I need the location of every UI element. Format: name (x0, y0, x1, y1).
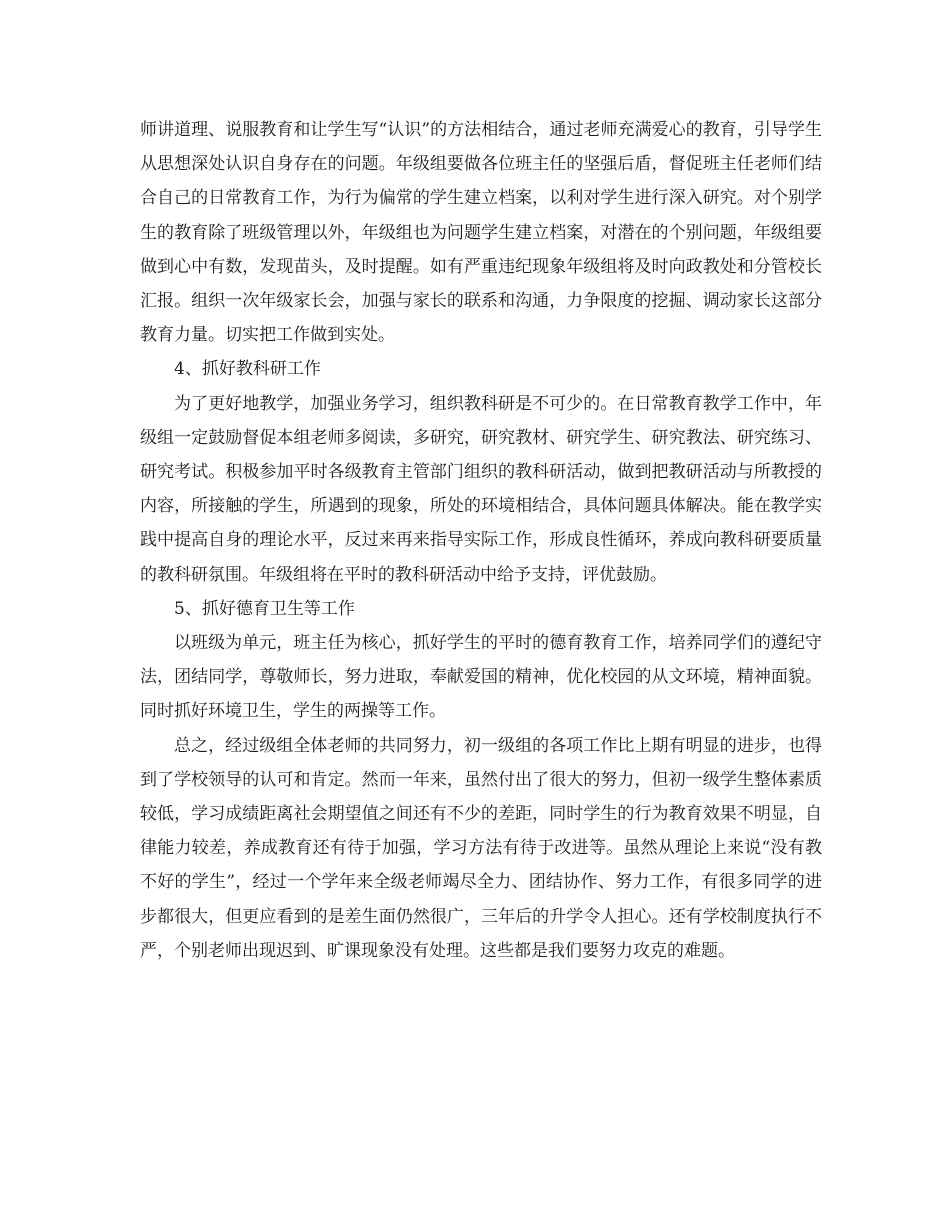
paragraph-summary: 总之，经过级组全体老师的共同努力，初一级组的各项工作比上期有明显的进步，也得到了学校领导的认可和肯定。然而一年来，虽然付出了很大的努力，但初一级学生整体素质较低，学习成绩距离社会期望值之间还有不少的差距，同时学生的行为教育效果不明显，自律能力较差，养成教育还有待于加强，学习方法有待于改进等。虽然从理论上来说“没有教不好的学生”，经过一个学年来全级老师竭尽全力、团结协作、努力工作，有很多同学的进步都很大，但更应看到的是差生面仍然很广，三年后的升学令人担心。还有学校制度执行不严，个别老师出现迟到、旷课现象没有处理。这些都是我们要努力攻克的难题。 (140, 735, 822, 961)
paragraph-research: 为了更好地教学，加强业务学习，组织教科研是不可少的。在日常教育教学工作中，年级组一定鼓励督促本组老师多阅读，多研究，研究教材、研究学生、研究教法、研究练习、研究考试。积极参加平时各级教育主管部门组织的教科研活动，做到把教研活动与所教授的内容，所接触的学生，所遇到的现象，所处的环境相结合，具体问题具体解决。能在教学实践中提高自身的理论水平，反过来再来指导实际工作，形成良性循环，养成向教科研要质量的教科研氛围。年级组将在平时的教科研活动中给予支持，评优鼓励。 (140, 393, 822, 585)
section-heading-research: 4、抓好教科研工作 (174, 359, 321, 380)
section-heading-moral-hygiene: 5、抓好德育卫生等工作 (174, 598, 355, 619)
document-body (140, 113, 822, 968)
paragraph-moral-hygiene: 以班级为单元，班主任为核心，抓好学生的平时的德育教育工作，培养同学们的遵纪守法，团结同学，尊敬师长，努力进取，奉献爱国的精神，优化校园的从文环境，精神面貌。同时抓好环境卫生，学生的两操等工作。 (140, 633, 822, 722)
paragraph-continuation: 师讲道理、说服教育和让学生写“认识”的方法相结合，通过老师充满爱心的教育，引导学生从思想深处认识自身存在的问题。年级组要做各位班主任的坚强后盾，督促班主任老师们结合自己的日常教育工作，为行为偏常的学生建立档案，以利对学生进行深入研究。对个别学生的教育除了班级管理以外，年级组也为问题学生建立档案，对潜在的个别问题，年级组要做到心中有数，发现苗头，及时提醒。如有严重违纪现象年级组将及时向政教处和分管校长汇报。组织一次年级家长会，加强与家长的联系和沟通，力争限度的挖掘、调动家长这部分教育力量。切实把工作做到实处。 (140, 120, 822, 346)
